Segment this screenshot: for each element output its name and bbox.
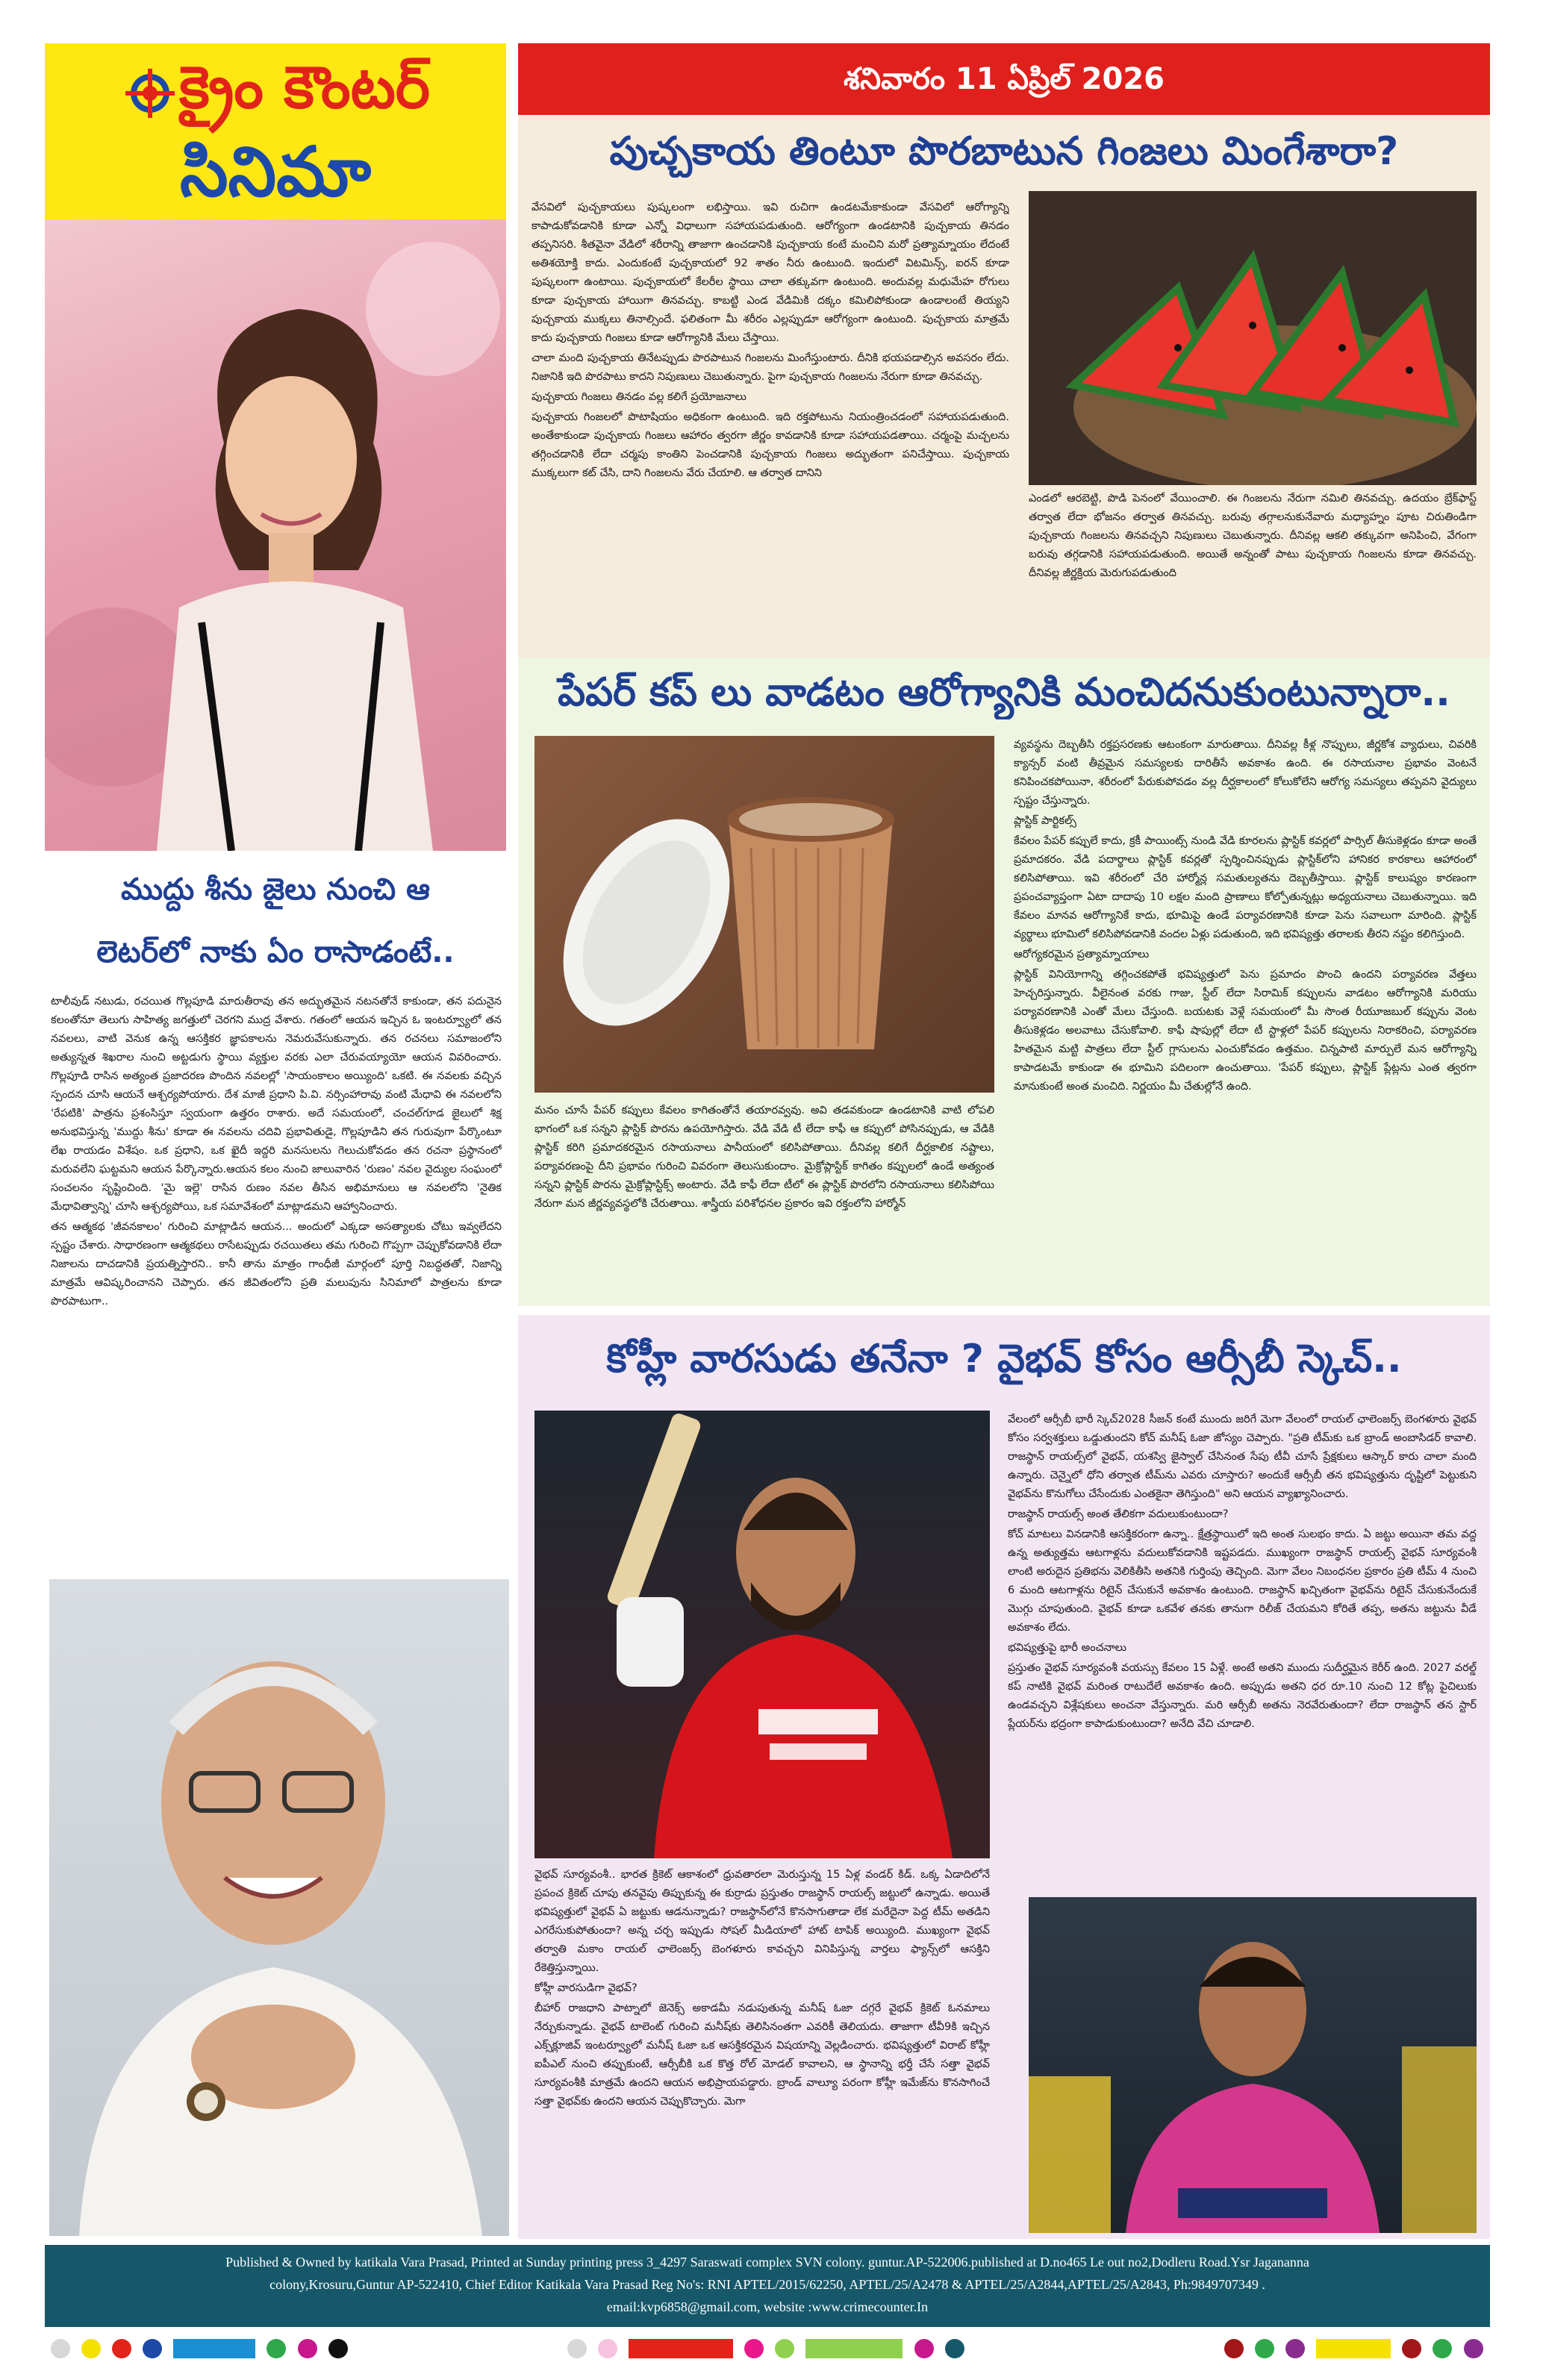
color-swatch: [567, 2339, 587, 2358]
cricket-paragraph: బీహార్ రాజధాని పాట్నాలో జెనెక్స్ అకాడమీ నడుపుతున్న మనీష్ ఓజా దగ్గరే వైభవ్ క్రికెట్ ఓనమాలు నేర్చుకున్నాడు. వైభవ్ టాలెంట్ గురించి మనీష్‌కు తెలిసినంతగా ఎవరికీ తెలియదు. తాజాగా టీవీ9కి ఇచ్చిన ఎక్స్‌క్లూజివ్ ఇంటర్వ్యూలో మనీష్ ఓజా ఒక ఆసక్తికరమైన విషయాన్ని వెల్లడించారు. భవిష్యత్తులో విరాట్ కోహ్లీ ఐపీఎల్ నుంచి తప్పుకుంటే, ఆర్సీబీకి ఒక కొత్త రోల్ మోడల్ కావాలని, ఆ స్థానాన్ని భర్తీ చేసే సత్తా వైభవ్ సూర్యవంశీకి మాత్రమే ఉందని ఆయన అభిప్రాయపడ్డారు. బ్రాండ్ వాల్యూ పరంగా కోహ్లీ ఇమేజ్‌ను కొనసాగించే సత్తా వైభవ్‌కు ఉందని ఆయన చెప్పుకొచ్చారు. మెగా: [534, 2002, 990, 2108]
cricket-paragraph: వేలంలో ఆర్సీబీ భారీ స్కెచ్2028 సీజన్ కంటే ముందు జరిగే మెగా వేలంలో రాయల్ ఛాలెంజర్స్ బెంగళూరు వైభవ్ కోసం సర్వశక్తులు ఒడ్డుతుందని కోచ్ మనీష్ ఓజా జోస్యం చెప్పారు. "ప్రతి టీమ్‌కు ఒక బ్రాండ్ అంబాసిడర్ కావాలి. రాజస్థాన్ రాయల్స్‌లో వైభవ్, యశస్వి జైస్వాల్ చేసినంత సేపు టీవీ చూసే ప్రేక్షకులు ఆస్కార్ కారు చాలా మంది ఉన్నారు. చెన్నైలో ధోని తర్వాత టీమ్‌ను ఎవరు చూస్తారు? అందుకే ఆర్సీబీ తన భవిష్యత్తును దృష్టిలో పెట్టుకుని వైభవ్‌ను కొనుగోలు చేసేందుకు ఎంతకైనా తెగిస్తుంది" అని ఆయన వ్యాఖ్యానించారు.: [1008, 1414, 1477, 1500]
actress-photo: [45, 219, 506, 851]
watermelon-paragraph: పుచ్చకాయ గింజలలో పొటాషియం అధికంగా ఉంటుంది. ఇది రక్తపోటును నియంత్రించడంలో సహాయపడుతుంది. అంతేకాకుండా పుచ్చకాయ గింజలు ఆహారం త్వరగా జీర్ణం కావడానికి కూడా సహాయపడతాయి. చర్మంపై మచ్చలను తగ్గించడానికి లేదా చర్మపు కాంతిని పెంచడానికి పుచ్చకాయ గింజలు అద్భుతంగా పనిచేస్తాయి. పుచ్చకాయ ముక్కలుగా కట్ చేసి, దాని గింజలను వేరు చేయాలి. ఆ తర్వాత దానిని: [532, 411, 1009, 479]
gollapudi-photo: [49, 1579, 509, 2236]
brand-crosshair-icon: [124, 66, 176, 118]
footer-line-3: email:kvp6858@gmail.com, website :www.crimecounter.In: [606, 2299, 929, 2314]
color-swatch: [51, 2339, 70, 2358]
color-swatch: [112, 2339, 131, 2358]
watermelon-subheading: పుచ్చకాయ గింజలు తినడం వల్ల కలిగే ప్రయోజనాలు: [532, 391, 746, 403]
gollapudi-paragraph: తన ఆత్మకథ 'జీవనకాలం' గురించి మాట్లాడిన ఆయన... అందులో ఎక్కడా అసత్యాలకు చోటు ఇవ్వలేదని స్పష్టం చేశారు. సాధారణంగా ఆత్మకథలు రాసేటప్పుడు రచయితలు తమ గురించి గొప్పగా చెప్పుకోవడానికి లేదా నిజాలను దాచడానికి ప్రయత్నిస్తారని.. కానీ తాను మాత్రం గాంధీజీ మార్గంలో పూర్తి నిబద్ధతతో, నిజాన్ని మాత్రమే ఆవిష్కరించానని చెప్పారు. తన జీవితంలోని ప్రతి మలుపును సినిమాలో పాత్రలను కూడా పొరపాటుగా..: [51, 1221, 502, 1308]
color-swatch: [914, 2339, 934, 2358]
gollapudi-article-body: [51, 993, 502, 1567]
color-swatch: [598, 2339, 617, 2358]
paper-cup-column-left: [534, 1102, 994, 1303]
cricket-subheading: రాజస్థాన్ రాయల్స్ అంత తేలికగా వదులుకుంటుందా?: [1008, 1508, 1229, 1520]
color-swatch: [298, 2339, 317, 2358]
color-swatch: [1255, 2339, 1274, 2358]
color-swatch: [1316, 2339, 1391, 2358]
footer-line-2: colony,Krosuru,Guntur AP-522410, Chief Editor Katikala Vara Prasad Reg No's: RNI APTEL/2015/62250, APTEL/25/A2478 & APTEL/25/A2844,APTEL/25/A2843, Ph:9849707349 .: [269, 2277, 1265, 2292]
issue-date: శనివారం 11 ఏప్రిల్ 2026: [843, 62, 1165, 96]
color-swatch: [629, 2339, 733, 2358]
kohli-photo: [534, 1411, 990, 1858]
paper-cup-subheading: ఆరోగ్యకరమైన ప్రత్యామ్నాయాలు: [1014, 949, 1150, 961]
gollapudi-paragraph: టాలీవుడ్ నటుడు, రచయిత గొల్లపూడి మారుతీరావు తన అద్భుతమైన నటనతోనే కాకుండా, తన పదునైన కలంతోనూ తెలుగు సాహిత్య జగత్తులో చెరగని ముద్ర వేశారు. గతంలో ఆయన ఇచ్చిన ఓ ఇంటర్వ్యూలో తన నవలలు, వాటి వెనుక ఉన్న ఆసక్తికర జ్ఞాపకాలను నెమరువేసుకున్నారు. తన రచనలు సమాజంలోని అత్యున్నత శిఖరాల నుంచి అట్టడుగు స్థాయి వ్యక్తుల వరకు ఎలా చేరువయ్యాయో ఆయన వివరించారు. గొల్లపూడి రాసిన అత్యంత ప్రజాదరణ పొందిన నవలల్లో 'సాయంకాలం అయ్యింది' ఒకటి. ఈ నవలకు వచ్చిన స్పందన చూసి ఆయనే ఆశ్చర్యపోయారు. దేశ మాజీ ప్రధాని పి.వి. నర్సింహారావు వంటి మేధావి ఈ నవలలోని 'రేపటికి' పాత్రను ప్రశంసిస్తూ స్వయంగా ఉత్తరం రాశారు. అదే సమయంలో, చంచల్‌గూడ జైలులో శిక్ష అనుభవిస్తున్న 'ముద్దు శీను' కూడా ఈ నవలను చదివి ప్రభావితుడై, గొల్లపూడిని తన గురువుగా పేర్కొంటూ లేఖ రాయడం విశేషం. ఒక ప్రధాని, ఒక ఖైదీ ఇద్దరి మనసులను గెలుచుకోవడం తన రచనా ప్రస్థానంలో మరువలేని ఘట్టమని ఆయన పేర్కొన్నారు.ఆయన కలం నుంచి జాలువారిన 'రుణం' నవల వైద్యుల సంఘంలో సంచలనం సృష్టించింది. 'మై ఇల్లె' రాసిన రుణం నవల తీసిన అభిమానులు ఆ నవలలోని 'నైతిక మేధావిత్వాన్ని' చూసి ఆశ్చర్యపోయి, ఒక సమావేశంలో మాట్లాడమని ఆహ్వానించారు.: [51, 996, 502, 1213]
paper-cup-paragraph: కేవలం పేపర్ కప్పులే కాదు, క్రకీ పాయింట్స్ నుండి వేడి కూరలను ప్లాస్టిక్ కవర్లలో పార్సిల్ తీసుకెళ్లడం కూడా అంతే ప్రమాదకరం. వేడి పదార్థాలు ప్లాస్టిక్ కవర్లతో స్పర్శించినప్పుడు ప్లాస్టిక్‌లోని హానికర కారకాలు ఆహారంలో కలిసిపోతాయి. ఇవి శరీరంలో చేరి హార్మోన్ల సమతుల్యతను దెబ్బతీస్తాయి. ప్లాస్టిక్ కాలుష్యం కారణంగా ప్రపంచవ్యాప్తంగా ఏటా దాదాపు 10 లక్షల మంది ప్రాణాలు కోల్పోతున్నట్లు అధ్యయనాలు చెబుతున్నాయి. ఇది కేవలం మానవ ఆరోగ్యానికే కాదు, భూమిపై ఉండే పర్యావరణానికి కూడా పెను సవాలుగా మారింది. ప్లాస్టిక్ వ్యర్థాలు భూమిలో కలిసిపోవడానికి వందల ఏళ్లు పడుతుంది, ఇది భవిష్యత్తు తరాలకు తీరని నష్టం కలిగిస్తుంది.: [1014, 835, 1477, 940]
paper-cup-paragraph: మనం చూసే పేపర్ కప్పులు కేవలం కాగితంతోనే తయారవ్వవు. అవి తడవకుండా ఉండటానికి వాటి లోపలి భాగంలో ఒక సన్నని ప్లాస్టిక్ పొరను ఉపయోగిస్తారు. వేడి వేడి టీ లేదా కాఫీ ఆ కప్పులో పోసినప్పుడు, ఆ వేడికి ప్లాస్టిక్ కరిగి ప్రమాదకరమైన రసాయనాలు పానీయంలో కలిసిపోతాయి. దీనివల్ల కలిగే దీర్ఘకాలిక నష్టాలు, పర్యావరణంపై దీని ప్రభావం గురించి వివరంగా తెలుసుకుందాం. మైక్రోప్లాస్టిక్ కాగితం కప్పులలో ఉండే అత్యంత సన్నని ప్లాస్టిక్ పొరను మైక్రోప్లాస్టిక్స్ అంటారు. వేడి కాఫీ లేదా టీలో ఈ ప్లాస్టిక్ పొరలోని రసాయనాలు కలిసిపోయి నేరుగా మన జీర్ణవ్యవస్థలోకి చేరుతాయి. శాస్త్రీయ పరిశోధనల ప్రకారం ఇవి రక్తంలోని హార్మోన్: [534, 1105, 994, 1210]
paper-cup-photo: [534, 736, 994, 1093]
date-bar: [518, 43, 1490, 115]
watermelon-paragraph: ఎండలో ఆరబెట్టి, పొడి పెనంలో వేయించాలి. ఈ గింజలను నేరుగా నమిలి తినవచ్చు. ఉదయం బ్రేక్‌ఫాస్ట్ తర్వాత లేదా భోజనం తర్వాత తినవచ్చు. బరువు తగ్గాలనుకునేవారు మధ్యాహ్నం పూట చిరుతిండిగా పుచ్చకాయ గింజలను తినవచ్చని నిపుణులు చెబుతున్నారు. దీనివల్ల ఆకలి తక్కువగా అనిపించి, వేగంగా బరువు తగ్గడానికి సహాయపడుతుంది. అయితే అన్నంతో పాటు పుచ్చకాయ గింజలను కూడా తినవచ్చు. దీనివల్ల జీర్ణక్రియ మెరుగుపడుతుంది: [1029, 493, 1477, 579]
footer-imprint: [45, 2245, 1490, 2327]
color-swatch: [1285, 2339, 1305, 2358]
cricket-column-right: [1008, 1411, 1477, 1888]
watermelon-column-2: [1029, 490, 1477, 654]
color-swatch: [1464, 2339, 1483, 2358]
color-swatch: [744, 2339, 764, 2358]
watermelon-column-1: [532, 199, 1009, 654]
color-swatch: [1224, 2339, 1244, 2358]
watermelon-paragraph: వేసవిలో పుచ్చకాయలు పుష్కలంగా లభిస్తాయి. ఇవి రుచిగా ఉండటమేకాకుండా వేసవిలో ఆరోగ్యాన్ని కాపాడుకోవడానికి కూడా ఎన్నో విధాలుగా సహాయపడుతుంది. ఆరోగ్యంగా ఉండటానికి పుచ్చకాయ తినడం తప్పనిసరి. శీతవైనా వేడిలో శరీరాన్ని తాజాగా ఉంచడానికి పుచ్చకాయ కంటే మంచిని మరో ప్రత్యామ్నాయం లేదంటే అతిశయోక్తి కాదు. ఎందుకంటే పుచ్చకాయలో 92 శాతం నీరు ఉంటుంది. ఇందులో విటమిన్స్, ఐరన్ కూడా పుష్కలంగా ఉంటాయి. పుచ్చకాయలో కేలరీల స్థాయి చాలా తక్కువగా ఉంటుంది. అందువల్ల మధుమేహ రోగులు కూడా పుచ్చకాయ హాయిగా తినవచ్చు. కాబట్టి ఎండ వేడిమికి దక్కం కమిలిపోకుండా ఉండాలంటే తియ్యని పుచ్చకాయ ముక్కలు తినాల్సిందే. ఫలితంగా మీ శరీరం ఎల్లప్పుడూ ఆరోగ్యంగా ఉంటుంది. పుచ్చకాయ మాత్రమే కాదు పుచ్చకాయ గింజలు కూడా ఆరోగ్యానికి మేలు చేస్తాయి.: [532, 202, 1009, 344]
color-swatch: [173, 2339, 255, 2358]
brand-line-2: సినిమా: [179, 132, 372, 212]
cricket-headline: కోహ్లీ వారసుడు తనేనా ? వైభవ్ కోసం ఆర్సీబీ స్కెచ్..: [606, 1337, 1402, 1381]
cricket-paragraph: వైభవ్ సూర్యవంశీ.. భారత క్రికెట్ ఆకాశంలో ధ్రువతారలా మెరుస్తున్న 15 ఏళ్ల వండర్ కిడ్. ఒక్క ఏడాదిలోనే ప్రపంచ క్రికెట్ చూపు తనవైపు తిప్పుకున్న ఈ కుర్రాడు ప్రస్తుతం రాజస్థాన్ రాయల్స్ జట్టులో ఉన్నాడు. అయితే భవిష్యత్తులో వైభవ్ ఏ జట్టుకు ఆడనున్నాడు? రాజస్థాన్‌లోనే కొనసాగుతాడా లేక మరేదైనా పెద్ద టీమ్ అతడిని ఎగరేసుకుపోతుందా? అన్న చర్చ ఇప్పుడు సోషల్ మీడియాలో హాట్ టాపిక్ అయ్యింది. ముఖ్యంగా వైభవ్ తర్వాతి మకాం రాయల్ ఛాలెంజర్స్ బెంగళూరు కావచ్చని వినిపిస్తున్న వార్తలు ఫ్యాన్స్‌లో ఆసక్తిని రేకెత్తిస్తున్నాయి.: [534, 1869, 990, 1974]
paper-cup-headline: పేపర్ కప్ లు వాడటం ఆరోగ్యానికి మంచిదనుకుంటున్నారా..: [558, 670, 1450, 715]
brand-line-1: క్రైం కౌంటర్: [45, 54, 506, 122]
color-registration-bar-right: [1224, 2339, 1491, 2361]
color-swatch: [775, 2339, 794, 2358]
color-swatch: [1433, 2339, 1452, 2358]
cricket-paragraph: ప్రస్తుతం వైభవ్ సూర్యవంశీ వయస్సు కేవలం 15 ఏళ్లే. అంటే అతని ముందు సుదీర్ఘమైన కెరీర్ ఉంది. 2027 వరల్డ్ కప్ నాటికి వైభవ్ మరింత రాటుదేలే అవకాశం ఉంది. అప్పుడు అతని ధర రూ.10 నుంచి 12 కోట్ల పైచిలుకు ఉండవచ్చని విశ్లేషకులు అంచనా వేస్తున్నారు. మరి ఆర్సీబీ అతను నెరవేరుతుందా? లేదా రాజస్థాన్ తన స్టార్ ప్లేయర్‌ను భద్రంగా కాపాడుకుంటుందా? అనేది వేచి చూడాలి.: [1008, 1662, 1477, 1730]
paper-cup-paragraph: ప్లాస్టిక్ వినియోగాన్ని తగ్గించకపోతే భవిష్యత్తులో పెను ప్రమాదం పొంచి ఉందని పర్యావరణ వేత్తలు హెచ్చరిస్తున్నారు. వీలైనంత వరకు గాజు, స్టీల్ లేదా సిరామిక్ కప్పులను వాడటం ఆరోగ్యానికి మరియు పర్యావరణానికి ఎంతో మేలు చేస్తుంది. బయటకు వెళ్లే సమయంలో మీ సొంత రీయూజబుల్ కప్పును వెంట తీసుకెళ్లడం అలవాటు చేసుకోవాలి. కాఫీ షాపుల్లో లేదా టీ స్టాళ్లలో పేపర్ కప్పులను నిరాకరించి, పర్యావరణ హితమైన మట్టి పాత్రలు లేదా స్టీల్ గ్లాసులను ఎంచుకోవడం ఉత్తమం. చిన్నపాటి మార్పులే మన ఆరోగ్యాన్ని కాపాడటమే కాకుండా ఈ భూమిని పదిలంగా ఉంచుతాయి. 'పేపర్ కప్పులు, ప్లాస్టిక్ ప్లేట్లను ఎంత త్వరగా మానుకుంటే అంత మంచిది. నిర్ణయం మీ చేతుల్లోనే ఉంది.: [1014, 969, 1477, 1093]
color-swatch: [945, 2339, 964, 2358]
gollapudi-headline-1: ముద్దు శీను జైలు నుంచి ఆ: [120, 872, 431, 907]
cricket-paragraph: కోచ్ మాటలు వినడానికి ఆసక్తికరంగా ఉన్నా.. క్షేత్రస్థాయిలో ఇది అంత సులభం కాదు. ఏ జట్టు అయినా తమ వద్ద ఉన్న అత్యుత్తమ ఆటగాళ్లను వదులుకోవడానికి ఇష్టపడదు. ముఖ్యంగా రాజస్థాన్ రాయల్స్ వైభవ్ సూర్యవంశీ లాంటి అరుదైన ప్రతిభను వెలికితీసి అతనికి గుర్తింపు తెచ్చింది. మెగా వేలం నిబంధనల ప్రకారం ప్రతి టీమ్ 4 నుంచి 6 మంది ఆటగాళ్లను రిటైన్ చేసుకునే అవకాశం ఉంటుంది. రాజస్థాన్ ఖచ్చితంగా వైభవ్‌ను రిటైన్ చేసుకునేందుకే మొగ్గు చూపుతుంది. వైభవ్ కూడా ఒకవేళ తనకు తానుగా రిలీజ్ చేయమని కోరితే తప్ప, అతను జట్టును వీడే అవకాశం లేదు.: [1008, 1528, 1477, 1634]
vaibhav-photo: [1029, 1897, 1477, 2233]
watermelon-photo: [1029, 191, 1477, 485]
cricket-subheading: భవిష్యత్తుపై భారీ అంచనాలు: [1008, 1642, 1126, 1654]
color-swatch: [328, 2339, 348, 2358]
paper-cup-column-right: [1014, 736, 1477, 1303]
watermelon-paragraph: చాలా మంది పుచ్చకాయ తినేటప్పుడు పొరపాటున గింజలను మింగేస్తుంటారు. దీనికి భయపడాల్సిన అవసరం లేదు. నిజానికి ఇది పొరపాటు కాదని నిపుణులు చెబుతున్నారు. పైగా పుచ్చకాయ గింజలను నేరుగా కూడా తినవచ్చు.: [532, 352, 1009, 383]
color-swatch: [805, 2339, 903, 2358]
cricket-column-left: [534, 1866, 990, 2234]
cricket-subheading: కోహ్లీ వారసుడిగా వైభవ్?: [534, 1982, 638, 1994]
color-swatch: [1402, 2339, 1421, 2358]
footer-line-1: Published & Owned by katikala Vara Prasad, Printed at Sunday printing press 3_4297 Saraswati complex SVN colony. guntur.AP-522006.published at D.no465 Le out no2,Dodleru Road.Ysr Jagananna: [225, 2255, 1309, 2270]
color-registration-bar-center: [567, 2339, 972, 2361]
color-swatch: [266, 2339, 286, 2358]
color-registration-bar-left: [51, 2339, 355, 2361]
gollapudi-headline-2: లెటర్‌లో నాకు ఏం రాసాడంటే..: [96, 935, 455, 969]
paper-cup-subheading: ప్లాస్టిక్ పార్టికల్స్: [1014, 815, 1076, 827]
watermelon-headline: పుచ్చకాయ తింటూ పొరబాటున గింజలు మింగేశారా?: [609, 129, 1399, 174]
masthead-box: [45, 43, 506, 219]
paper-cup-paragraph: వ్యవస్థను దెబ్బతీసి రక్తప్రసరణకు ఆటంకంగా మారుతాయి. దీనివల్ల కీళ్ల నొప్పులు, జీర్ణకోశ వ్యాధులు, చివరికి క్యాన్సర్ వంటి తీవ్రమైన సమస్యలకు దారితీసే అవకాశం ఉంది. ఈ రసాయనాల ప్రభావం వెంటనే కనిపించకపోయినా, శరీరంలో పేరుకుపోవడం వల్ల దీర్ఘకాలంలో కోలుకోలేని ఆరోగ్య సమస్యలు తప్పవని వైద్యులు స్పష్టం చేస్తున్నారు.: [1014, 739, 1477, 807]
color-swatch: [81, 2339, 101, 2358]
color-swatch: [143, 2339, 162, 2358]
